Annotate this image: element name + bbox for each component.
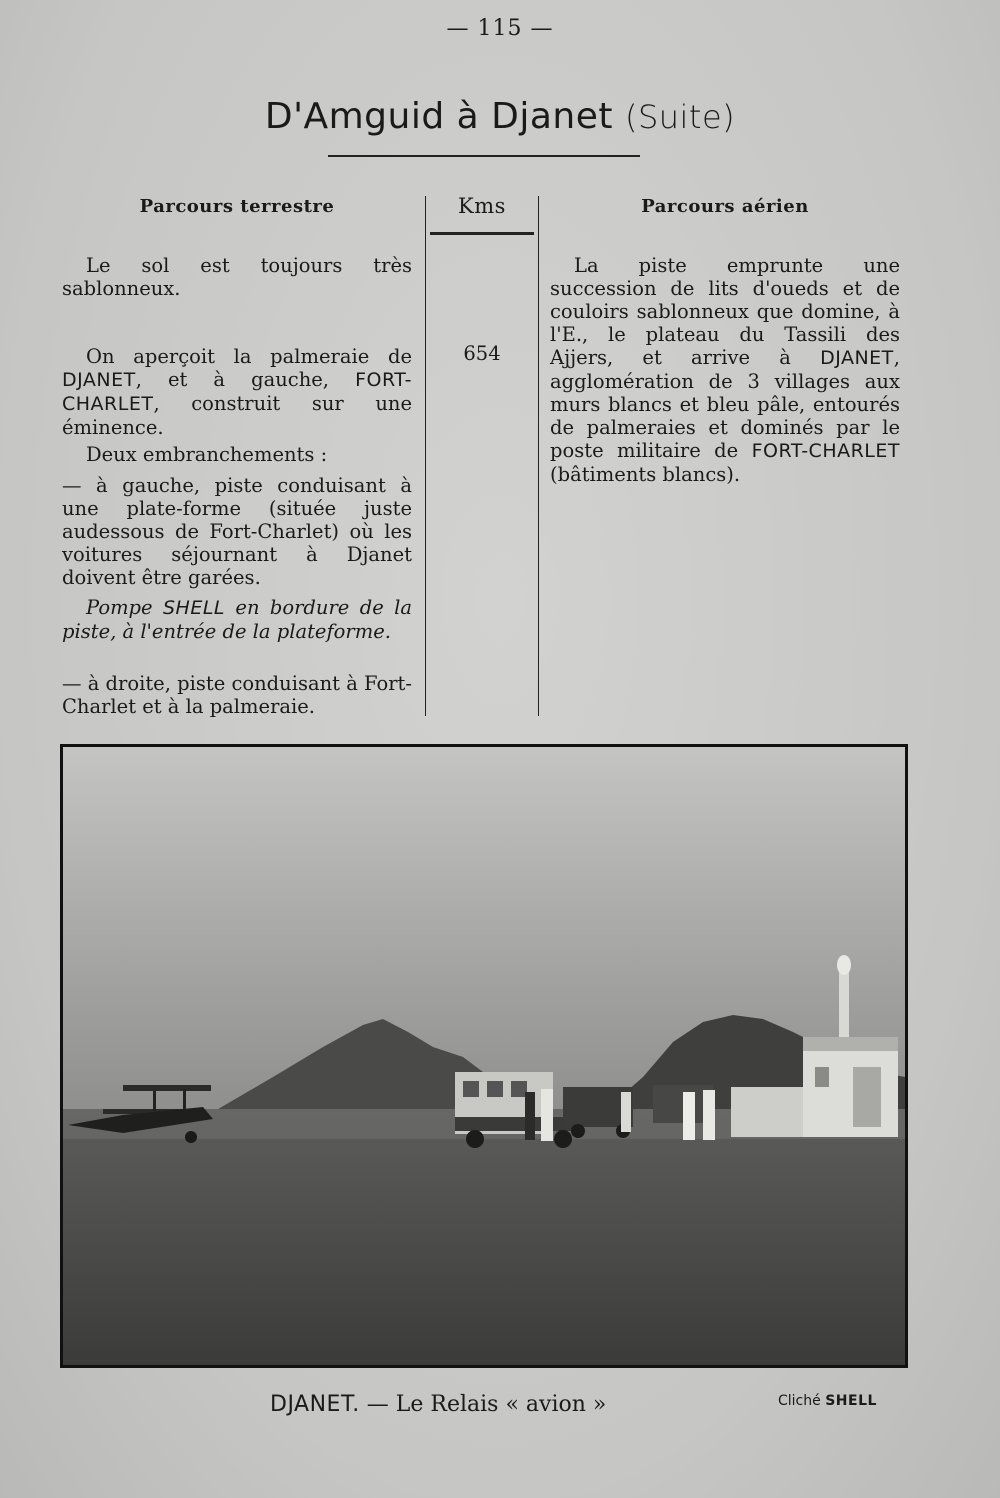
title-underline	[328, 155, 640, 157]
credit-label: Cliché	[778, 1393, 821, 1409]
column-divider-left	[425, 196, 426, 716]
brand-name-shell: SHELL	[162, 597, 226, 619]
km-value: 654	[463, 342, 501, 365]
left-paragraph-branch-left: — à gauche, piste conduisant à une plate-forme (située juste audessous de Fort-Charlet) où les voitures séjournant à Djanet doivent être garées.	[62, 474, 412, 589]
text-run: On aperçoit la palmeraie de	[86, 345, 412, 368]
right-column-header: Parcours aérien	[641, 196, 809, 217]
place-name-djanet: DJANET	[62, 369, 136, 391]
place-name-djanet: DJANET	[820, 347, 894, 369]
credit-source: SHELL	[825, 1393, 877, 1409]
title-main: D'Amguid à Djanet	[264, 96, 613, 137]
left-paragraph-branch-right: — à droite, piste conduisant à Fort-Charlet et à la palmeraie.	[62, 672, 412, 718]
caption-text: — Le Relais « avion »	[359, 1392, 607, 1417]
photo-caption	[270, 1392, 606, 1417]
right-paragraph-aerial-route	[550, 254, 900, 486]
text-run: en bordure de la piste, à l'entrée de la plateforme.	[62, 596, 412, 643]
text-run: Pompe	[86, 596, 163, 619]
page-title	[0, 96, 1000, 137]
photograph-djanet-relais	[60, 744, 908, 1368]
left-paragraph-branches: Deux embranchements :	[86, 443, 328, 466]
left-paragraph-soil: Le sol est toujours très sablonneux.	[62, 254, 412, 300]
left-paragraph-shell-pump	[62, 596, 412, 643]
photo-credit	[778, 1393, 877, 1409]
page-number: — 115 —	[446, 16, 554, 41]
title-suffix: (Suite)	[624, 98, 736, 136]
left-column-header: Parcours terrestre	[139, 196, 335, 217]
kms-header-rule	[430, 232, 534, 235]
text-run: La piste emprunte une succession de lits d'oueds et de couloirs sablonneux que domine, à l'E., le plateau du Tassili des Ajjers, et arrive à	[550, 254, 900, 369]
column-divider-right	[538, 196, 539, 716]
photo-illustration	[63, 747, 905, 1365]
text-run: , et à gauche,	[135, 368, 356, 391]
caption-place: DJANET.	[270, 1392, 360, 1417]
left-paragraph-palmeraie	[62, 345, 412, 439]
text-run: , agglomération de 3 villages aux murs blancs et bleu pâle, entourés de palmeraies et dominés par le poste militaire de	[550, 346, 900, 462]
place-name-fort-charlet: FORT-CHARLET	[62, 369, 412, 415]
text-run: , construit sur une éminence.	[62, 392, 412, 439]
place-name-fort-charlet: FORT-CHARLET	[751, 440, 900, 462]
ground	[63, 1109, 905, 1365]
kms-column-header: Kms	[458, 194, 506, 218]
text-run: (bâtiments blancs).	[550, 463, 741, 486]
